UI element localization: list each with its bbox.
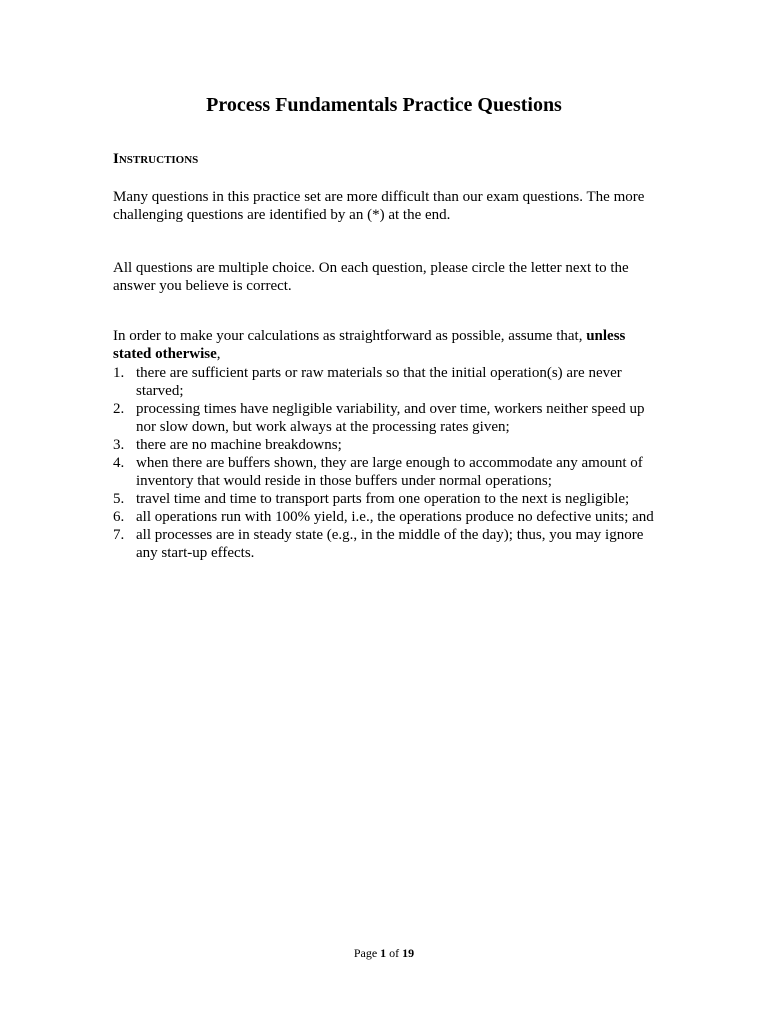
instructions-heading: Instructions xyxy=(113,151,199,167)
list-item-text: all processes are in steady state (e.g., in the middle of the day); thus, you may ignore any start-up effects. xyxy=(136,527,644,561)
list-item-number: 7. xyxy=(113,527,125,543)
list-item xyxy=(113,364,658,400)
footer-total-pages: 19 xyxy=(402,946,415,960)
list-item-text: there are no machine breakdowns; xyxy=(136,437,342,453)
list-item-number: 4. xyxy=(113,455,125,471)
list-item xyxy=(113,526,658,562)
assumptions-intro-bold: unless stated otherwise xyxy=(113,328,626,362)
list-item-text: when there are buffers shown, they are large enough to accommodate any amount of inventory that would reside in those buffers under normal operations; xyxy=(136,455,643,489)
list-item xyxy=(113,400,658,436)
paragraph-difficulty: Many questions in this practice set are more difficult than our exam questions. The more challenging questions are identified by an (*) at the end. xyxy=(113,189,645,223)
footer-current-page: 1 xyxy=(380,946,387,960)
page-title: Process Fundamentals Practice Questions xyxy=(206,94,562,116)
assumptions-list xyxy=(113,364,658,562)
list-item xyxy=(113,454,658,490)
footer-page-word: Page xyxy=(353,946,378,960)
list-item xyxy=(113,490,658,508)
list-item xyxy=(113,436,658,454)
list-item-text: travel time and time to transport parts from one operation to the next is negligible; xyxy=(136,491,630,507)
assumptions-intro-lead: In order to make your calculations as straightforward as possible, assume that, xyxy=(113,328,583,344)
list-item-number: 1. xyxy=(113,365,125,381)
list-item xyxy=(113,508,658,526)
list-item-number: 2. xyxy=(113,401,125,417)
list-item-number: 6. xyxy=(113,509,125,525)
list-item-text: there are sufficient parts or raw materials so that the initial operation(s) are never starved; xyxy=(136,365,622,399)
paragraph-multiple-choice: All questions are multiple choice. On each question, please circle the letter next to the answer you believe is correct. xyxy=(113,260,629,294)
assumptions-intro-tail: , xyxy=(216,346,221,362)
list-item-text: all operations run with 100% yield, i.e., the operations produce no defective units; and xyxy=(136,509,654,525)
footer-of-word: of xyxy=(389,946,400,960)
paragraph-assumptions-intro xyxy=(113,327,653,363)
list-item-number: 5. xyxy=(113,491,125,507)
page-footer xyxy=(0,946,768,961)
list-item-text: processing times have negligible variability, and over time, workers neither speed up nor slow down, but work always at the processing rates given; xyxy=(136,401,645,435)
list-item-number: 3. xyxy=(113,437,125,453)
